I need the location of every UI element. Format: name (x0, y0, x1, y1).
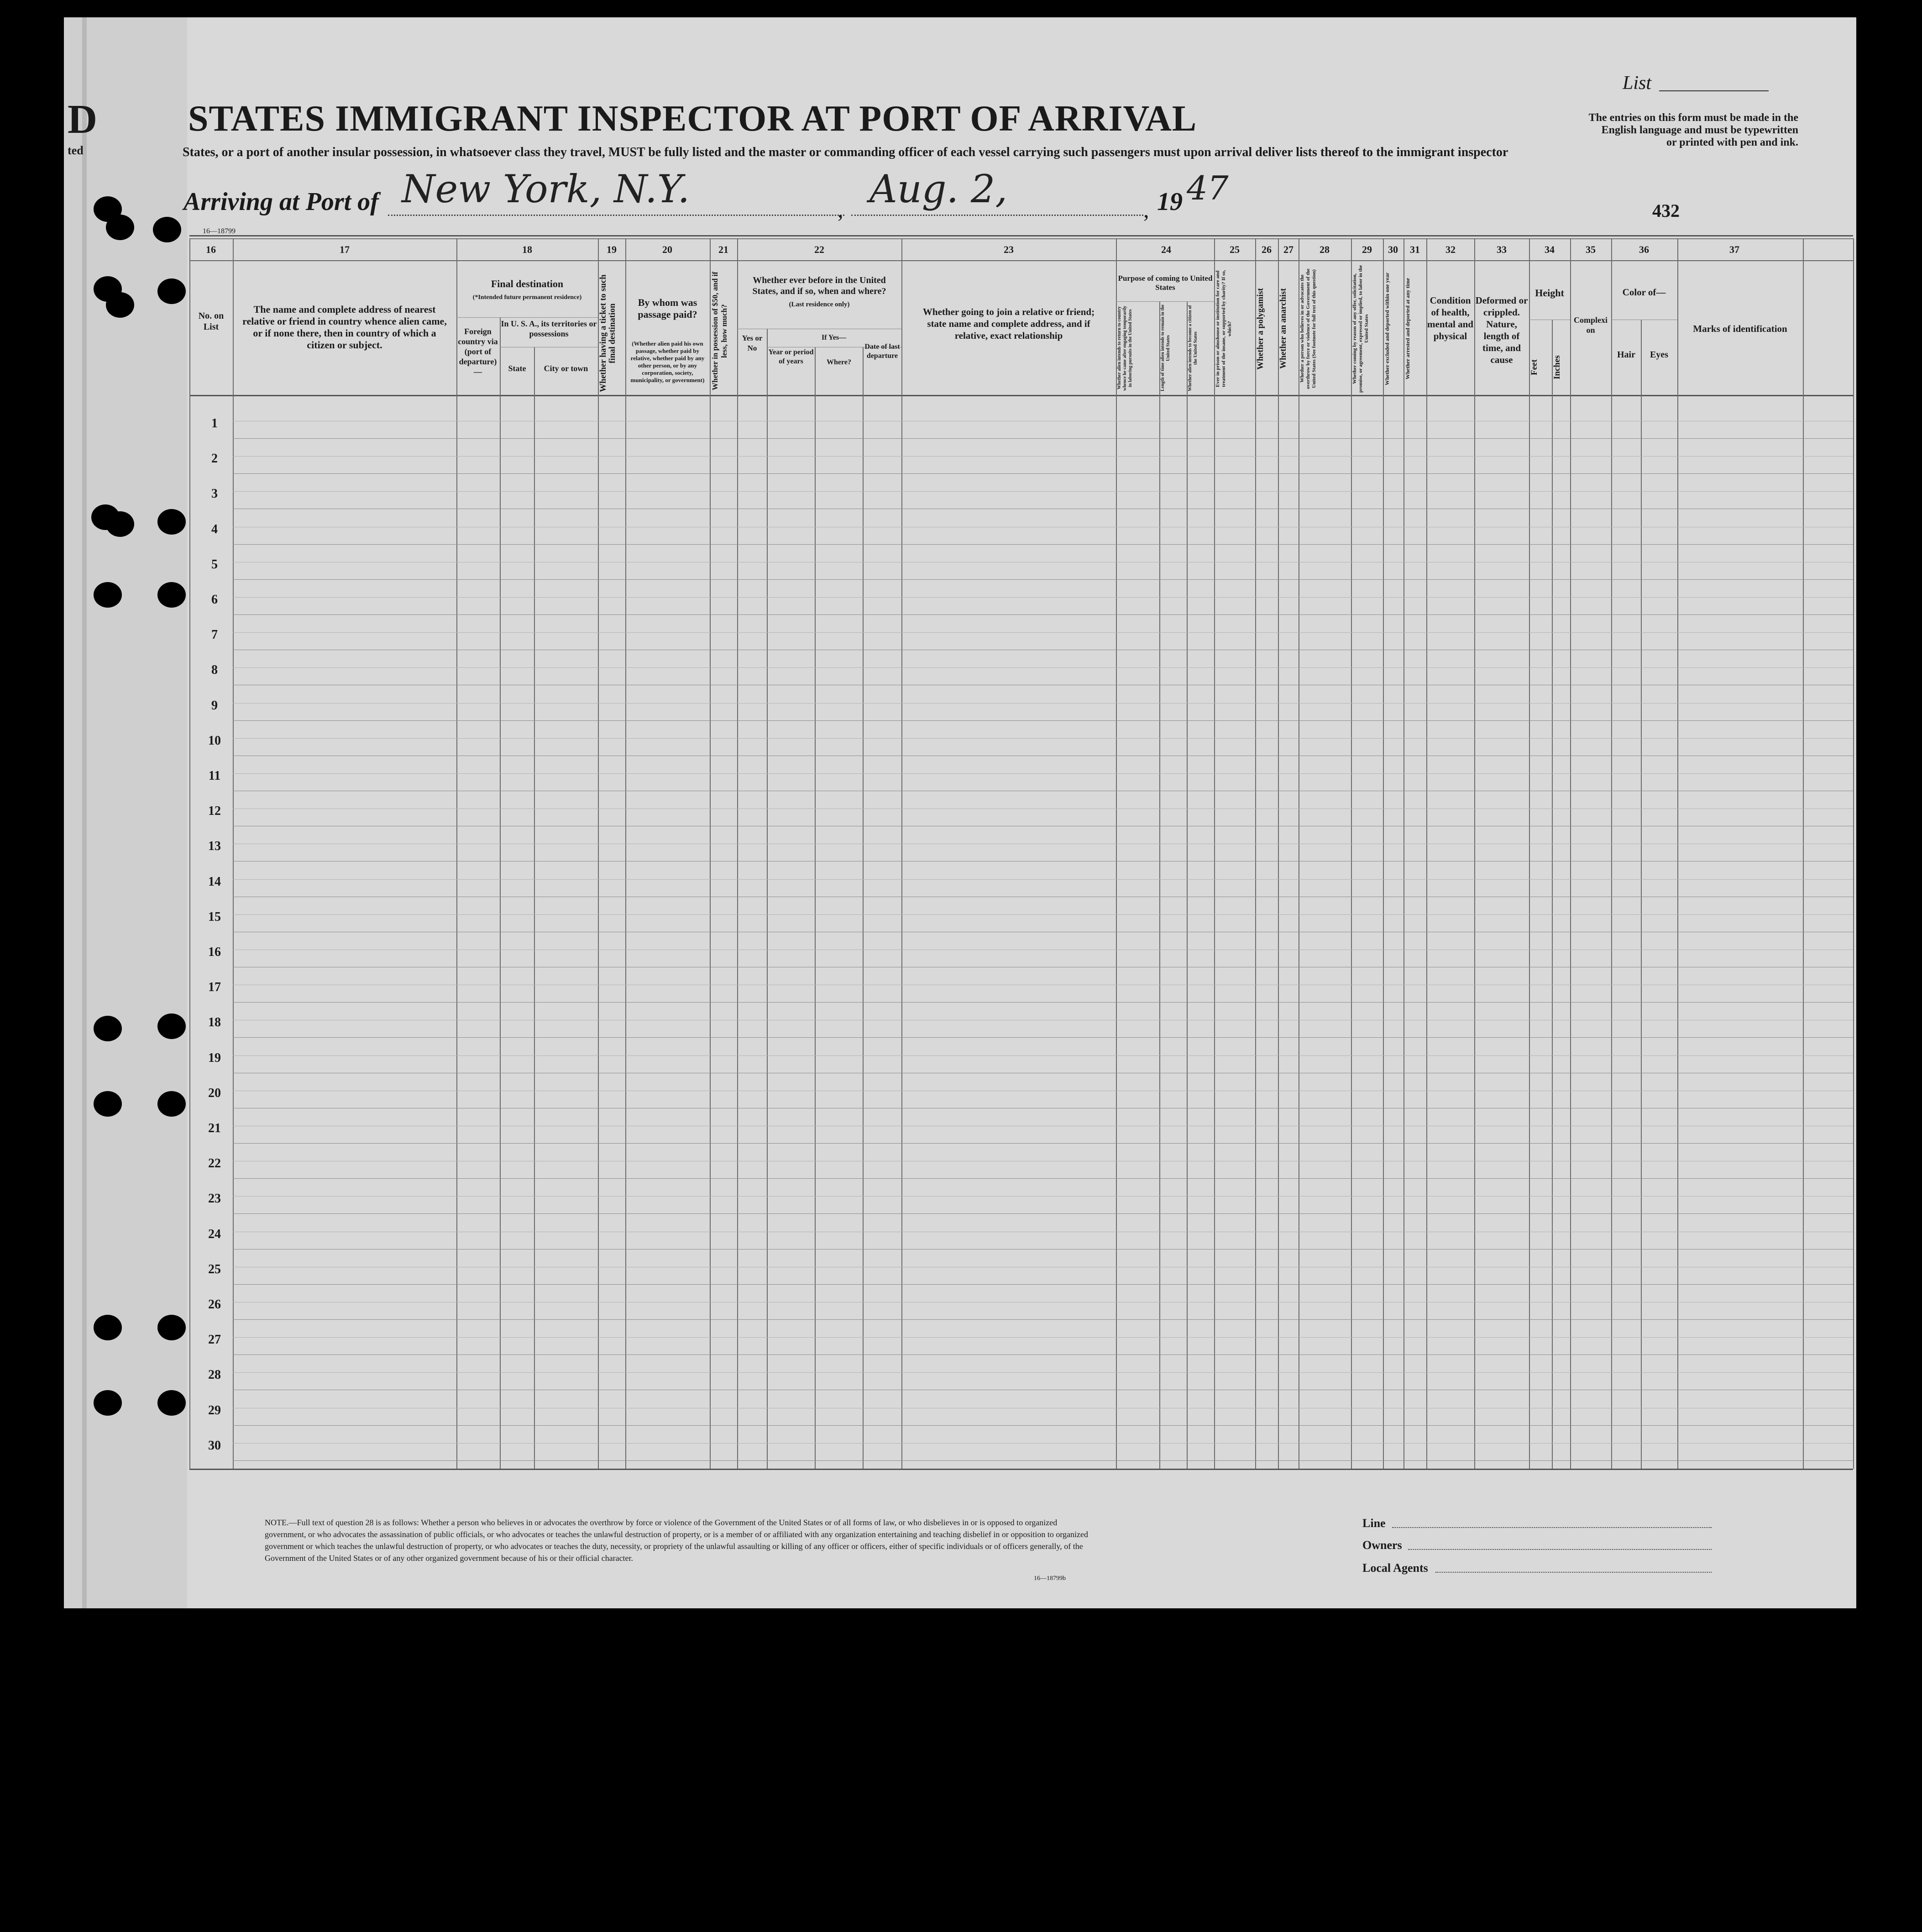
header-purpose: Purpose of coming to United States (1118, 274, 1213, 292)
row-midline (233, 1055, 1853, 1056)
punch-hole (157, 582, 186, 608)
header-final-destination: Final destination (491, 278, 564, 289)
row-line (233, 614, 1853, 615)
colnum-34: 34 (1545, 244, 1555, 255)
row-midline (233, 773, 1853, 774)
row-midline (233, 632, 1853, 633)
row-number: 14 (208, 874, 221, 889)
row-line (233, 1249, 1853, 1250)
punch-hole (157, 1091, 186, 1117)
row-number: 23 (208, 1192, 221, 1206)
header-purpose-citizen: Whether alien intends to become a citizen of the United States (1188, 305, 1198, 391)
row-number: 25 (208, 1262, 221, 1276)
table-top-border-2 (189, 238, 1853, 239)
row-number: 3 (211, 487, 218, 501)
row-line (233, 1284, 1853, 1285)
col-border (189, 238, 190, 1469)
form-title: STATES IMMIGRANT INSPECTOR AT PORT OF ARRIVAL (188, 99, 1197, 139)
col-border (534, 347, 535, 1469)
subheader-divider (456, 317, 598, 318)
owners-field[interactable] (1408, 1549, 1712, 1550)
row-midline (233, 1196, 1853, 1197)
row-midline (233, 1443, 1853, 1444)
row-line (233, 1460, 1853, 1461)
header-anarchist: Whether an anarchist (1278, 288, 1288, 369)
header-purpose-length: Length of time alien intends to remain in the United States (1160, 304, 1171, 392)
row-number: 6 (211, 593, 218, 607)
table-top-border (189, 235, 1853, 236)
comma: , (1143, 197, 1149, 222)
col-border (1552, 320, 1553, 1469)
header-city-town: City or town (544, 364, 588, 373)
colnum-19: 19 (607, 244, 617, 255)
col-border (1187, 301, 1188, 1469)
form-subtitle: States, or a port of another insular possession, in whatsoever class they travel, MUST be fully listed and the master or commanding officer of each vessel carrying such passengers must upon arrival deliver lists thereof to the immigrant inspector (183, 145, 1508, 159)
punch-hole (157, 1390, 186, 1416)
header-by-whom-note: (Whether alien paid his own passage, whether paid by relative, whether paid by any other person, or by any corporation, society, municipality, or government) (630, 340, 705, 383)
header-where: Where? (827, 358, 851, 366)
header-by-whom-paid: By whom was passage paid? (638, 297, 697, 320)
row-number: 16 (208, 945, 221, 959)
row-line (233, 1178, 1853, 1179)
row-line (233, 1037, 1853, 1038)
row-midline (233, 703, 1853, 704)
header-health: Condition of health, mental and physical (1427, 295, 1473, 341)
punch-hole (153, 217, 181, 242)
colnum-24: 24 (1161, 244, 1171, 255)
local-agents-field[interactable] (1435, 1572, 1712, 1573)
header-ticket: Whether having a ticket to such final destination (598, 274, 617, 392)
header-year-period: Year or period of years (768, 348, 814, 365)
colnum-23: 23 (1004, 244, 1014, 255)
column-number-divider (189, 260, 1853, 261)
list-number-field[interactable] (1659, 90, 1769, 91)
port-field-line (388, 215, 844, 216)
row-number: 21 (208, 1121, 221, 1135)
footnote-question-28: NOTE.—Full text of question 28 is as follows: Whether a person who believes in or advocates the overthrow by force or violence of the Government of the United States or of all forms of law, or who disbelieves in or is opposed to organized government, or who advocates the assassination of public officials, or who advocates or teaches the unlawful destruction of property, or is a member of or affiliated with any organization entertaining and teaching disbelief in or opposition to organized government or which teaches the unlawful destruction of property, or who advocates or teaches the duty, necessity, or propriety of the unlawful assaulting or killing of any officer or officers, either of specific individuals or of officers generally, of the Government of the United States or of any other organized government because of his or their official character. (265, 1518, 1088, 1563)
col-border (767, 329, 768, 1469)
header-no-on-list: No. on List (198, 311, 224, 332)
row-number: 22 (208, 1156, 221, 1171)
row-line (233, 1002, 1853, 1003)
row-number: 28 (208, 1368, 221, 1382)
punch-hole (106, 511, 134, 537)
header-prison-almshouse: Ever in prison or almshouse or institution for care and treatment of the insane, or supported by charity? If so, which? (1215, 270, 1232, 388)
punch-hole (94, 1091, 122, 1117)
colnum-25: 25 (1230, 244, 1240, 255)
row-number: 18 (208, 1015, 221, 1030)
header-fifty-dollars: Whether in possession of $50, and if less, how much? (711, 272, 728, 390)
form-small-code: 16—18799 (203, 227, 236, 235)
header-labor-offer: Whether coming by reason of any offer, solicitation, promise, or agreement, expressed or implied, to labor in the United States (1352, 265, 1369, 393)
row-number: 11 (208, 769, 221, 783)
date-handwritten[interactable]: Aug. 2, (869, 167, 1008, 211)
row-number: 20 (208, 1086, 221, 1100)
row-number: 19 (208, 1050, 221, 1065)
header-complexion: Complexion (1574, 315, 1608, 335)
line-label: Line (1362, 1517, 1386, 1530)
row-number: 13 (208, 839, 221, 854)
header-yes-no: Yes or No (742, 334, 763, 352)
row-midline (233, 914, 1853, 915)
header-excluded-deported: Whether excluded and deported within one year (1384, 272, 1390, 385)
row-number: 26 (208, 1297, 221, 1312)
header-purpose-return: Whether alien intends to return to country whence he came after engaging temporarily in laboring pursuits in the United States (1117, 305, 1133, 391)
row-midline (233, 1372, 1853, 1373)
header-polygamist: Whether a polygamist (1256, 288, 1265, 370)
row-number: 12 (208, 804, 221, 819)
row-midline (233, 808, 1853, 809)
row-line (233, 579, 1853, 580)
year-prefix: 19 (1157, 188, 1183, 216)
header-date-last-departure: Date of last departure (864, 343, 900, 360)
header-hair: Hair (1617, 350, 1635, 360)
row-number: 30 (208, 1438, 221, 1453)
row-number: 7 (211, 628, 218, 642)
col-border (1853, 238, 1854, 1469)
punch-hole (157, 1315, 186, 1340)
header-arrested-deported: Whether arrested and deported at any time (1404, 278, 1411, 380)
row-number: 10 (208, 733, 221, 748)
punch-hole (94, 1016, 122, 1041)
row-midline (233, 1337, 1853, 1338)
manifest-sheet (64, 17, 1856, 1608)
list-label: List (1623, 73, 1652, 94)
colnum-35: 35 (1586, 244, 1596, 255)
row-number: 2 (211, 452, 218, 466)
arriving-label: Arriving at Port of (183, 188, 379, 216)
colnum-36: 36 (1639, 244, 1649, 255)
header-question-28: Whether a person who believes in or advocates the overthrow by force or violence of the Government of the United States (See footnote for full text of this question) (1299, 268, 1317, 389)
row-line (233, 1425, 1853, 1426)
row-line (233, 720, 1853, 721)
row-midline (233, 456, 1853, 457)
cut-off-text: ted (68, 144, 84, 157)
header-deformed: Deformed or crippled. Nature, length of time, and cause (1475, 295, 1528, 365)
colnum-30: 30 (1388, 244, 1398, 255)
year-handwritten[interactable]: 47 (1187, 169, 1229, 207)
page-number: 432 (1652, 200, 1680, 221)
punch-hole (157, 509, 186, 535)
colnum-29: 29 (1362, 244, 1372, 255)
cut-off-letter: D (68, 97, 97, 142)
punch-hole (106, 215, 134, 240)
row-line (233, 1213, 1853, 1214)
header-state: State (508, 364, 526, 373)
header-bottom-border (189, 395, 1853, 396)
header-nearest-relative: The name and complete address of nearest relative or friend in country whence alien came, or if none there, then in country of which a citizen or subject. (242, 304, 447, 351)
colnum-26: 26 (1262, 244, 1272, 255)
row-number: 9 (211, 698, 218, 713)
row-midline (233, 491, 1853, 492)
header-inches: Inches (1552, 355, 1562, 380)
punch-hole (157, 1013, 186, 1039)
row-number: 1 (211, 416, 218, 430)
row-number: 24 (208, 1227, 221, 1241)
col-border (1641, 320, 1642, 1469)
row-number: 8 (211, 663, 218, 677)
colnum-20: 20 (662, 244, 672, 255)
punch-hole (94, 582, 122, 608)
entries-instruction: The entries on this form must be made in the English language and must be typewritten or printed with pen and ink. (1588, 112, 1798, 148)
form-code: 16—18799b (1034, 1575, 1066, 1582)
row-line (233, 1319, 1853, 1320)
row-midline (233, 667, 1853, 668)
header-in-usa: In U. S. A., its territories or possessions (501, 319, 597, 338)
row-number: 27 (208, 1333, 221, 1347)
header-if-yes: If Yes— (821, 334, 847, 341)
header-color-of: Color of— (1622, 287, 1666, 298)
colnum-31: 31 (1410, 244, 1420, 255)
line-field[interactable] (1392, 1527, 1712, 1528)
row-number: 5 (211, 557, 218, 572)
local-agents-label: Local Agents (1362, 1561, 1428, 1575)
binding-edge (82, 17, 87, 1608)
col-border (863, 347, 864, 1469)
colnum-27: 27 (1283, 244, 1294, 255)
header-height: Height (1535, 287, 1564, 299)
colnum-21: 21 (718, 244, 728, 255)
row-number: 15 (208, 909, 221, 924)
header-final-destination-note: (*Intended future permanent residence) (472, 294, 582, 301)
row-number: 17 (208, 980, 221, 995)
colnum-33: 33 (1497, 244, 1507, 255)
punch-hole (106, 292, 134, 318)
header-ever-before-us: Whether ever before in the United States, and if so, when and where? (752, 275, 886, 296)
colnum-37: 37 (1729, 244, 1739, 255)
col-border (500, 317, 501, 1469)
colnum-16: 16 (206, 244, 216, 255)
date-field-line (851, 215, 1143, 216)
row-line (233, 544, 1853, 545)
port-handwritten[interactable]: New York, N.Y. (402, 167, 690, 211)
comma: , (838, 197, 843, 222)
colnum-17: 17 (340, 244, 350, 255)
colnum-22: 22 (814, 244, 824, 255)
header-eyes: Eyes (1650, 350, 1668, 360)
punch-hole (94, 1390, 122, 1416)
row-midline (233, 879, 1853, 880)
subheader-divider (1116, 301, 1214, 302)
row-midline (233, 738, 1853, 739)
col-border (1159, 301, 1160, 1469)
row-number: 4 (211, 522, 218, 536)
header-last-residence: (Last residence only) (789, 301, 850, 308)
col-border (815, 347, 816, 1469)
colnum-18: 18 (522, 244, 532, 255)
colnum-28: 28 (1320, 244, 1330, 255)
row-line (233, 438, 1853, 439)
row-number: 29 (208, 1403, 221, 1418)
punch-hole (94, 1315, 122, 1340)
table-bottom-border (189, 1469, 1853, 1470)
owners-label: Owners (1362, 1538, 1402, 1552)
punch-hole (157, 278, 186, 304)
colnum-32: 32 (1445, 244, 1456, 255)
row-midline (233, 597, 1853, 598)
header-foreign-country: Foreign country via (port of departure)— (458, 327, 498, 376)
row-line (233, 1143, 1853, 1144)
header-marks-identification: Marks of identification (1693, 323, 1787, 334)
row-line (233, 1354, 1853, 1355)
header-feet: Feet (1529, 359, 1539, 376)
row-line (233, 473, 1853, 474)
header-going-to-join: Whether going to join a relative or friend; state name and complete address, and if relative, exact relationship (922, 306, 1095, 341)
